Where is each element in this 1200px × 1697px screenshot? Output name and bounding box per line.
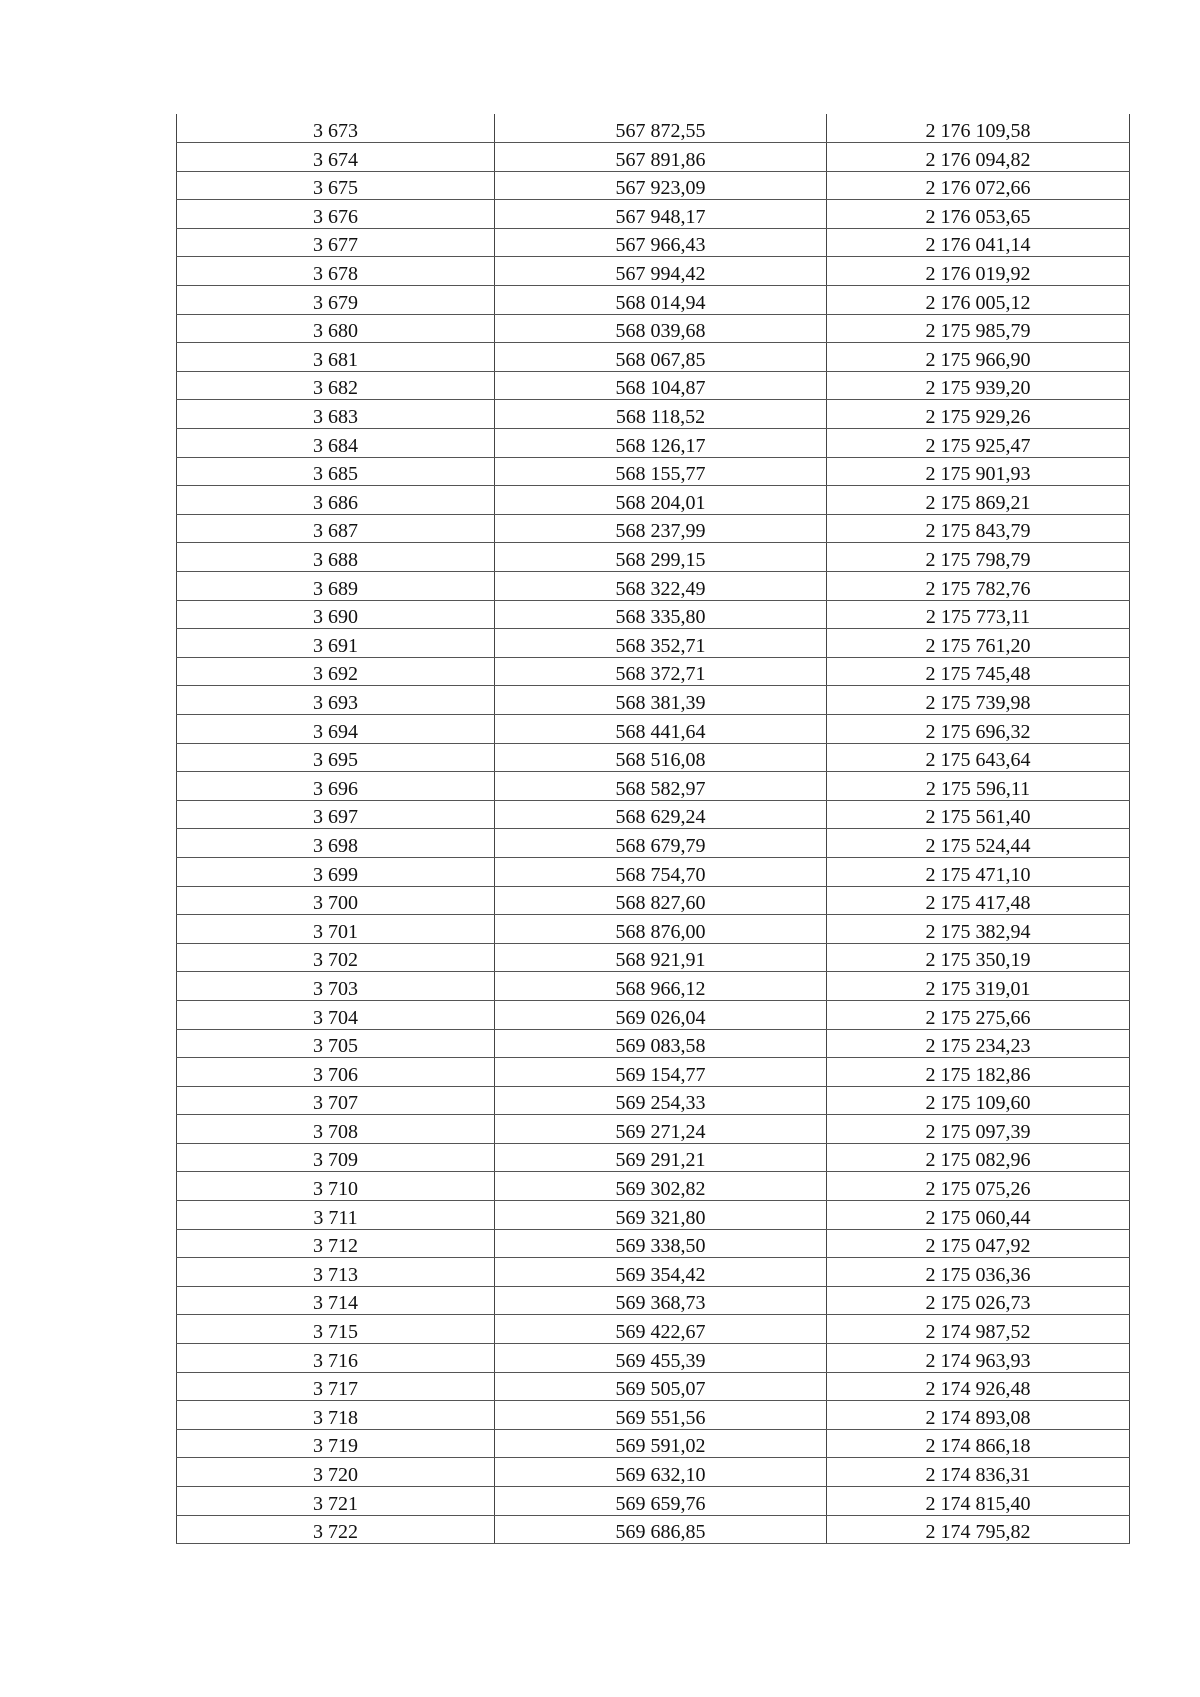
y-coordinate-cell: 2 174 866,18 (827, 1429, 1130, 1458)
table-row (177, 1458, 1130, 1487)
y-coordinate-cell: 2 176 041,14 (827, 228, 1130, 257)
x-coordinate-cell: 568 921,91 (495, 943, 827, 972)
table-row (177, 1115, 1130, 1144)
point-number-cell: 3 673 (177, 114, 495, 143)
x-coordinate-cell: 568 352,71 (495, 629, 827, 658)
y-coordinate-cell: 2 175 782,76 (827, 572, 1130, 601)
point-number-cell: 3 718 (177, 1401, 495, 1430)
table-row (177, 1086, 1130, 1115)
x-coordinate-cell: 569 154,77 (495, 1058, 827, 1087)
point-number-cell: 3 703 (177, 972, 495, 1001)
table-row (177, 171, 1130, 200)
table-row (177, 772, 1130, 801)
point-number-cell: 3 680 (177, 314, 495, 343)
y-coordinate-cell: 2 175 929,26 (827, 400, 1130, 429)
x-coordinate-cell: 569 083,58 (495, 1029, 827, 1058)
x-coordinate-cell: 568 237,99 (495, 514, 827, 543)
x-coordinate-cell: 567 994,42 (495, 257, 827, 286)
y-coordinate-cell: 2 175 643,64 (827, 743, 1130, 772)
x-coordinate-cell: 569 026,04 (495, 1000, 827, 1029)
y-coordinate-cell: 2 175 275,66 (827, 1000, 1130, 1029)
x-coordinate-cell: 568 629,24 (495, 800, 827, 829)
coordinates-table-body (177, 114, 1130, 1544)
x-coordinate-cell: 568 372,71 (495, 657, 827, 686)
point-number-cell: 3 698 (177, 829, 495, 858)
x-coordinate-cell: 568 335,80 (495, 600, 827, 629)
x-coordinate-cell: 568 876,00 (495, 915, 827, 944)
table-row (177, 1143, 1130, 1172)
y-coordinate-cell: 2 174 836,31 (827, 1458, 1130, 1487)
y-coordinate-cell: 2 174 795,82 (827, 1515, 1130, 1544)
y-coordinate-cell: 2 175 047,92 (827, 1229, 1130, 1258)
table-row (177, 228, 1130, 257)
table-row (177, 629, 1130, 658)
point-number-cell: 3 676 (177, 200, 495, 229)
y-coordinate-cell: 2 176 005,12 (827, 286, 1130, 315)
point-number-cell: 3 711 (177, 1201, 495, 1230)
y-coordinate-cell: 2 175 060,44 (827, 1201, 1130, 1230)
y-coordinate-cell: 2 175 182,86 (827, 1058, 1130, 1087)
table-row (177, 1344, 1130, 1373)
x-coordinate-cell: 568 582,97 (495, 772, 827, 801)
x-coordinate-cell: 569 591,02 (495, 1429, 827, 1458)
table-row (177, 800, 1130, 829)
point-number-cell: 3 719 (177, 1429, 495, 1458)
y-coordinate-cell: 2 175 966,90 (827, 343, 1130, 372)
table-row (177, 314, 1130, 343)
table-row (177, 514, 1130, 543)
x-coordinate-cell: 569 632,10 (495, 1458, 827, 1487)
y-coordinate-cell: 2 174 963,93 (827, 1344, 1130, 1373)
x-coordinate-cell: 568 067,85 (495, 343, 827, 372)
point-number-cell: 3 693 (177, 686, 495, 715)
point-number-cell: 3 705 (177, 1029, 495, 1058)
x-coordinate-cell: 568 204,01 (495, 486, 827, 515)
table-row (177, 1372, 1130, 1401)
point-number-cell: 3 684 (177, 429, 495, 458)
table-row (177, 486, 1130, 515)
y-coordinate-cell: 2 175 985,79 (827, 314, 1130, 343)
x-coordinate-cell: 567 891,86 (495, 143, 827, 172)
table-row (177, 1000, 1130, 1029)
table-row (177, 857, 1130, 886)
point-number-cell: 3 710 (177, 1172, 495, 1201)
x-coordinate-cell: 568 322,49 (495, 572, 827, 601)
y-coordinate-cell: 2 175 350,19 (827, 943, 1130, 972)
table-row (177, 1172, 1130, 1201)
x-coordinate-cell: 569 302,82 (495, 1172, 827, 1201)
point-number-cell: 3 690 (177, 600, 495, 629)
y-coordinate-cell: 2 175 761,20 (827, 629, 1130, 658)
y-coordinate-cell: 2 174 987,52 (827, 1315, 1130, 1344)
y-coordinate-cell: 2 175 319,01 (827, 972, 1130, 1001)
table-row (177, 686, 1130, 715)
point-number-cell: 3 714 (177, 1286, 495, 1315)
y-coordinate-cell: 2 175 843,79 (827, 514, 1130, 543)
point-number-cell: 3 677 (177, 228, 495, 257)
point-number-cell: 3 713 (177, 1258, 495, 1287)
point-number-cell: 3 691 (177, 629, 495, 658)
table-row (177, 1401, 1130, 1430)
x-coordinate-cell: 568 827,60 (495, 886, 827, 915)
table-row (177, 886, 1130, 915)
y-coordinate-cell: 2 175 561,40 (827, 800, 1130, 829)
table-row (177, 915, 1130, 944)
table-row (177, 543, 1130, 572)
point-number-cell: 3 681 (177, 343, 495, 372)
table-row (177, 600, 1130, 629)
table-row (177, 343, 1130, 372)
y-coordinate-cell: 2 175 939,20 (827, 371, 1130, 400)
table-row (177, 400, 1130, 429)
point-number-cell: 3 700 (177, 886, 495, 915)
table-row (177, 1515, 1130, 1544)
table-row (177, 1058, 1130, 1087)
y-coordinate-cell: 2 175 773,11 (827, 600, 1130, 629)
x-coordinate-cell: 569 271,24 (495, 1115, 827, 1144)
x-coordinate-cell: 568 014,94 (495, 286, 827, 315)
point-number-cell: 3 674 (177, 143, 495, 172)
x-coordinate-cell: 568 039,68 (495, 314, 827, 343)
y-coordinate-cell: 2 175 696,32 (827, 714, 1130, 743)
y-coordinate-cell: 2 176 072,66 (827, 171, 1130, 200)
point-number-cell: 3 716 (177, 1344, 495, 1373)
point-number-cell: 3 699 (177, 857, 495, 886)
x-coordinate-cell: 568 441,64 (495, 714, 827, 743)
x-coordinate-cell: 568 966,12 (495, 972, 827, 1001)
point-number-cell: 3 715 (177, 1315, 495, 1344)
table-row (177, 657, 1130, 686)
x-coordinate-cell: 569 354,42 (495, 1258, 827, 1287)
point-number-cell: 3 707 (177, 1086, 495, 1115)
x-coordinate-cell: 568 754,70 (495, 857, 827, 886)
table-row (177, 1429, 1130, 1458)
point-number-cell: 3 697 (177, 800, 495, 829)
point-number-cell: 3 689 (177, 572, 495, 601)
table-row (177, 200, 1130, 229)
point-number-cell: 3 692 (177, 657, 495, 686)
x-coordinate-cell: 568 679,79 (495, 829, 827, 858)
y-coordinate-cell: 2 176 053,65 (827, 200, 1130, 229)
table-row (177, 943, 1130, 972)
x-coordinate-cell: 568 155,77 (495, 457, 827, 486)
y-coordinate-cell: 2 175 471,10 (827, 857, 1130, 886)
y-coordinate-cell: 2 175 234,23 (827, 1029, 1130, 1058)
table-row (177, 972, 1130, 1001)
y-coordinate-cell: 2 175 036,36 (827, 1258, 1130, 1287)
table-row (177, 1315, 1130, 1344)
point-number-cell: 3 722 (177, 1515, 495, 1544)
y-coordinate-cell: 2 175 075,26 (827, 1172, 1130, 1201)
table-row (177, 1286, 1130, 1315)
point-number-cell: 3 702 (177, 943, 495, 972)
point-number-cell: 3 687 (177, 514, 495, 543)
x-coordinate-cell: 569 321,80 (495, 1201, 827, 1230)
point-number-cell: 3 679 (177, 286, 495, 315)
table-row (177, 457, 1130, 486)
x-coordinate-cell: 567 948,17 (495, 200, 827, 229)
point-number-cell: 3 683 (177, 400, 495, 429)
y-coordinate-cell: 2 175 082,96 (827, 1143, 1130, 1172)
y-coordinate-cell: 2 174 926,48 (827, 1372, 1130, 1401)
x-coordinate-cell: 569 291,21 (495, 1143, 827, 1172)
table-row (177, 1201, 1130, 1230)
y-coordinate-cell: 2 176 109,58 (827, 114, 1130, 143)
y-coordinate-cell: 2 175 097,39 (827, 1115, 1130, 1144)
table-row (177, 1258, 1130, 1287)
y-coordinate-cell: 2 175 739,98 (827, 686, 1130, 715)
y-coordinate-cell: 2 176 094,82 (827, 143, 1130, 172)
x-coordinate-cell: 569 422,67 (495, 1315, 827, 1344)
y-coordinate-cell: 2 175 596,11 (827, 772, 1130, 801)
x-coordinate-cell: 569 254,33 (495, 1086, 827, 1115)
y-coordinate-cell: 2 174 893,08 (827, 1401, 1130, 1430)
x-coordinate-cell: 568 381,39 (495, 686, 827, 715)
table-row (177, 743, 1130, 772)
x-coordinate-cell: 568 104,87 (495, 371, 827, 400)
point-number-cell: 3 720 (177, 1458, 495, 1487)
x-coordinate-cell: 569 505,07 (495, 1372, 827, 1401)
point-number-cell: 3 694 (177, 714, 495, 743)
point-number-cell: 3 717 (177, 1372, 495, 1401)
x-coordinate-cell: 569 368,73 (495, 1286, 827, 1315)
y-coordinate-cell: 2 175 745,48 (827, 657, 1130, 686)
x-coordinate-cell: 568 299,15 (495, 543, 827, 572)
y-coordinate-cell: 2 175 417,48 (827, 886, 1130, 915)
x-coordinate-cell: 567 872,55 (495, 114, 827, 143)
x-coordinate-cell: 569 338,50 (495, 1229, 827, 1258)
table-row (177, 286, 1130, 315)
point-number-cell: 3 696 (177, 772, 495, 801)
y-coordinate-cell: 2 175 382,94 (827, 915, 1130, 944)
point-number-cell: 3 706 (177, 1058, 495, 1087)
point-number-cell: 3 708 (177, 1115, 495, 1144)
x-coordinate-cell: 568 126,17 (495, 429, 827, 458)
table-row (177, 572, 1130, 601)
point-number-cell: 3 695 (177, 743, 495, 772)
y-coordinate-cell: 2 175 869,21 (827, 486, 1130, 515)
y-coordinate-cell: 2 175 925,47 (827, 429, 1130, 458)
x-coordinate-cell: 568 118,52 (495, 400, 827, 429)
coordinates-table (176, 114, 1130, 1544)
table-row (177, 143, 1130, 172)
x-coordinate-cell: 569 455,39 (495, 1344, 827, 1373)
table-row (177, 257, 1130, 286)
table-row (177, 1029, 1130, 1058)
point-number-cell: 3 678 (177, 257, 495, 286)
y-coordinate-cell: 2 175 026,73 (827, 1286, 1130, 1315)
table-row (177, 1487, 1130, 1516)
x-coordinate-cell: 569 659,76 (495, 1487, 827, 1516)
x-coordinate-cell: 567 966,43 (495, 228, 827, 257)
y-coordinate-cell: 2 175 798,79 (827, 543, 1130, 572)
point-number-cell: 3 686 (177, 486, 495, 515)
point-number-cell: 3 709 (177, 1143, 495, 1172)
y-coordinate-cell: 2 175 109,60 (827, 1086, 1130, 1115)
y-coordinate-cell: 2 175 901,93 (827, 457, 1130, 486)
coordinates-table-container (176, 114, 1129, 1544)
table-row (177, 429, 1130, 458)
y-coordinate-cell: 2 176 019,92 (827, 257, 1130, 286)
x-coordinate-cell: 567 923,09 (495, 171, 827, 200)
table-row (177, 114, 1130, 143)
point-number-cell: 3 701 (177, 915, 495, 944)
x-coordinate-cell: 569 551,56 (495, 1401, 827, 1430)
point-number-cell: 3 721 (177, 1487, 495, 1516)
point-number-cell: 3 675 (177, 171, 495, 200)
x-coordinate-cell: 569 686,85 (495, 1515, 827, 1544)
point-number-cell: 3 688 (177, 543, 495, 572)
y-coordinate-cell: 2 175 524,44 (827, 829, 1130, 858)
point-number-cell: 3 682 (177, 371, 495, 400)
point-number-cell: 3 704 (177, 1000, 495, 1029)
table-row (177, 829, 1130, 858)
point-number-cell: 3 712 (177, 1229, 495, 1258)
x-coordinate-cell: 568 516,08 (495, 743, 827, 772)
point-number-cell: 3 685 (177, 457, 495, 486)
table-row (177, 1229, 1130, 1258)
table-row (177, 371, 1130, 400)
y-coordinate-cell: 2 174 815,40 (827, 1487, 1130, 1516)
table-row (177, 714, 1130, 743)
